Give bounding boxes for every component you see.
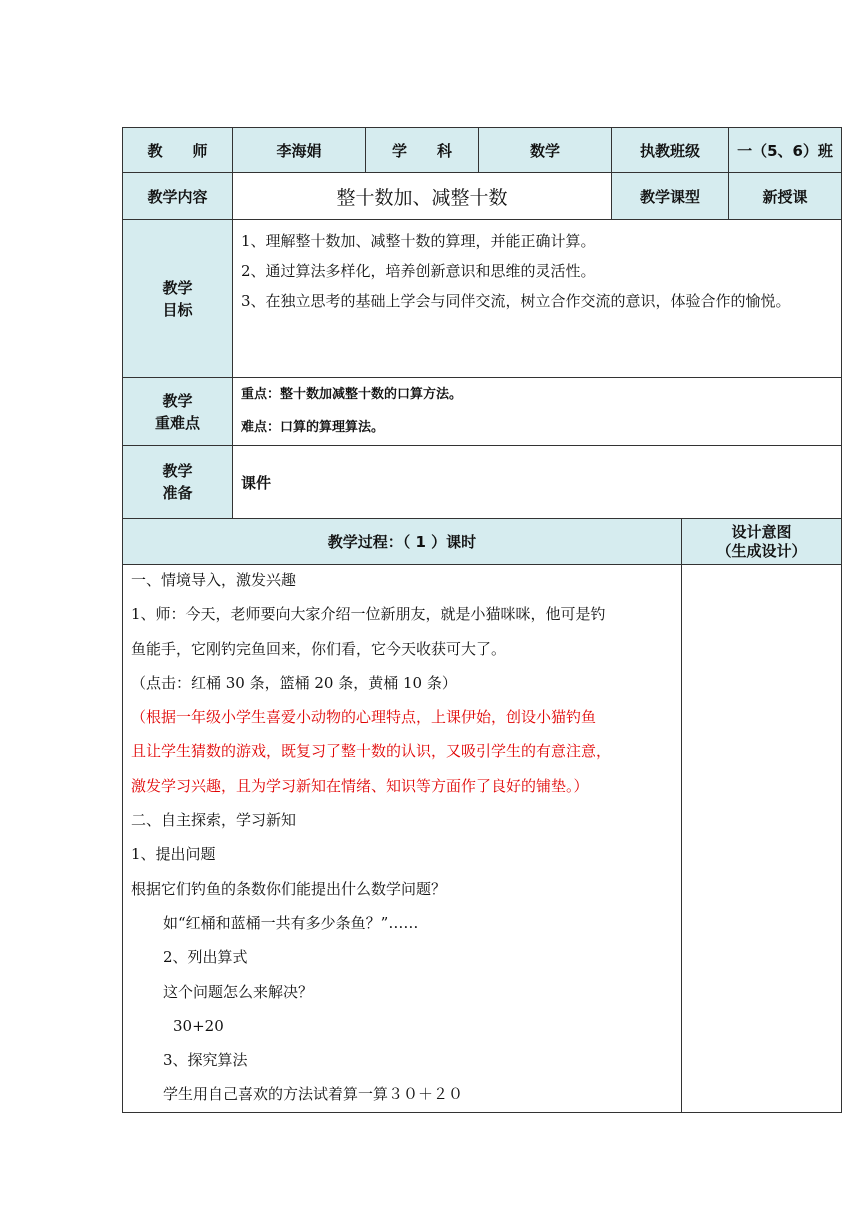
subject-value: 数学 [479, 128, 612, 173]
content-row [123, 173, 842, 220]
goals-label-line1: 教学 [162, 278, 193, 297]
teacher-label: 教 师 [123, 128, 233, 173]
key-points-row [123, 378, 842, 446]
process-line: 1、提出问题 [131, 845, 216, 864]
process-line: 二、自主探索，学习新知 [131, 811, 297, 830]
process-line-indented: 这个问题怎么来解决？ [163, 982, 314, 1001]
goals-label-line2: 目标 [162, 300, 193, 319]
process-header-label: 教学过程：（ 1 ）课时 [123, 519, 682, 565]
goals-row [123, 220, 842, 378]
process-line-indented: 如“红桶和蓝桶一共有多少条鱼？”…… [163, 913, 419, 932]
preparation-value: 课件 [233, 446, 842, 519]
process-line-indented: 学生用自己喜欢的方法试着算一算３０＋２０ [163, 1085, 464, 1104]
preparation-label [123, 446, 233, 519]
process-line: 1、师：今天，老师要向大家介绍一位新朋友，就是小猫咪咪，他可是钓 [131, 605, 606, 624]
process-content [123, 565, 682, 1113]
key-point: 重点：整十数加减整十数的口算方法。 [241, 387, 463, 402]
design-intent-line1: 设计意图 [731, 522, 792, 541]
process-line: 根据它们钓鱼的条数你们能提出什么数学问题？ [131, 879, 447, 898]
class-label: 执教班级 [612, 128, 729, 173]
teacher-name: 李海娟 [233, 128, 366, 173]
key-points-label [123, 378, 233, 446]
design-intent-content [682, 565, 842, 1113]
key-points-label-line2: 重难点 [154, 413, 200, 432]
process-table [122, 518, 842, 1113]
preparation-label-line1: 教学 [162, 462, 193, 480]
process-header-row [123, 519, 842, 565]
key-points-content [233, 378, 842, 446]
process-line: 一、情境导入，激发兴趣 [131, 571, 297, 589]
difficult-point: 难点：口算的算理算法。 [241, 420, 385, 435]
key-points-label-line1: 教学 [162, 391, 193, 410]
design-intent-line2: （生成设计） [716, 541, 807, 560]
goals-content [233, 220, 842, 378]
header-row [123, 128, 842, 173]
preparation-label-line2: 准备 [162, 484, 193, 502]
formula: 30+20 [173, 1016, 224, 1035]
design-note-line: 激发学习兴趣，且为学习新知在情绪、知识等方面作了良好的铺垫。） [131, 776, 589, 795]
class-value: 一（5、6）班 [729, 128, 842, 173]
lesson-title: 整十数加、减整十数 [233, 173, 612, 220]
subject-label: 学 科 [366, 128, 479, 173]
process-body-row [123, 565, 842, 1113]
lesson-info-table [122, 127, 842, 519]
design-intent-header [682, 519, 842, 565]
design-note-line: 且让学生猜数的游戏，既复习了整十数的认识，又吸引学生的有意注意， [131, 742, 612, 761]
design-note-line: （根据一年级小学生喜爱小动物的心理特点，上课伊始，创设小猫钓鱼 [131, 708, 597, 727]
goal-item-3: 3、在独立思考的基础上学会与同伴交流，树立合作交流的意识，体验合作的愉悦。 [241, 292, 791, 310]
goal-item-1: 1、理解整十数加、减整十数的算理，并能正确计算。 [241, 232, 596, 250]
process-line: 鱼能手，它刚钓完鱼回来，你们看，它今天收获可大了。 [131, 639, 507, 658]
process-line: （点击：红桶 30 条，篮桶 20 条，黄桶 10 条） [131, 673, 457, 692]
content-label: 教学内容 [123, 173, 233, 220]
goals-label [123, 220, 233, 378]
goal-item-2: 2、通过算法多样化，培养创新意识和思维的灵活性。 [241, 262, 596, 280]
preparation-row [123, 446, 842, 519]
process-line-indented: 3、探究算法 [163, 1051, 248, 1070]
lesson-type-label: 教学课型 [612, 173, 729, 220]
process-line-indented: 2、列出算式 [163, 948, 248, 967]
lesson-type-value: 新授课 [729, 173, 842, 220]
